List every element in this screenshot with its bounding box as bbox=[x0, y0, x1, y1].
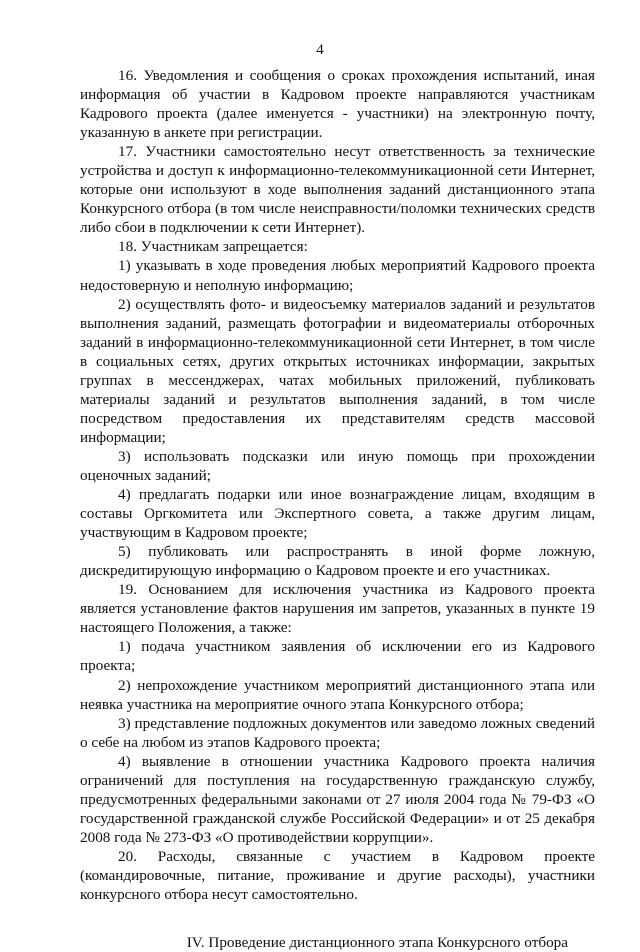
paragraph-18-item-4: 4) предлагать подарки или иное вознаграждение лицам, входящим в составы Оргкомитета или Экспертного совета, а также другим лицам, участвующим в Кадровом проекте; bbox=[80, 486, 595, 542]
paragraph-19-item-1: 1) подача участником заявления об исключении его из Кадрового проекта; bbox=[80, 638, 595, 675]
paragraph-17: 17. Участники самостоятельно несут ответственность за технические устройства и доступ к информационно-телекоммуникационной сети Интернет, которые они используют в ходе выполнения заданий дистанционного этапа Конкурсного отбора (в том числе неисправности/поломки технических средств либо сбои в подключении к сети Интернет). bbox=[80, 143, 595, 237]
paragraph-18-item-2: 2) осуществлять фото- и видеосъемку материалов заданий и результатов выполнения заданий, размещать фотографии и видеоматериалы отборочных заданий в информационно-телекоммуникационной сети Интернет, в том числе в социальных сетях, других открытых источниках информации, закрытых группах в мессенджерах, чатах мобильных приложений, публиковать материалы заданий и результатов выполнения заданий, в том числе посредством предоставления их представителям средств массовой информации; bbox=[80, 295, 595, 446]
document-body bbox=[80, 66, 595, 952]
paragraph-16: 16. Уведомления и сообщения о сроках прохождения испытаний, иная информация об участии в Кадровом проекте направляются участникам Кадрового проекта (далее именуется - участники) на электронную почту, указанную в анкете при регистрации. bbox=[80, 67, 595, 142]
paragraph-18: 18. Участникам запрещается: bbox=[118, 238, 308, 256]
paragraph-19: 19. Основанием для исключения участника из Кадрового проекта является установление фактов нарушения им запретов, указанных в пункте 19 настоящего Положения, а также: bbox=[80, 581, 595, 637]
paragraph-18-item-1: 1) указывать в ходе проведения любых мероприятий Кадрового проекта недостоверную и неполную информацию; bbox=[80, 257, 595, 294]
paragraph-18-item-3: 3) использовать подсказки или иную помощь при прохождении оценочных заданий; bbox=[80, 447, 595, 484]
section-heading: IV. Проведение дистанционного этапа Конкурсного отбора bbox=[186, 934, 568, 952]
page-number: 4 bbox=[316, 42, 324, 58]
paragraph-19-item-3: 3) представление подложных документов или заведомо ложных сведений о себе на любом из этапов Кадрового проекта; bbox=[80, 714, 595, 751]
paragraph-20: 20. Расходы, связанные с участием в Кадровом проекте (командировочные, питание, проживание и другие расходы), участники конкурсного отбора несут самостоятельно. bbox=[80, 847, 595, 904]
paragraph-18-item-5: 5) публиковать или распространять в иной форме ложную, дискредитирующую информацию о Кадровом проекте и его участниках. bbox=[80, 543, 595, 580]
paragraph-19-item-2: 2) непрохождение участником мероприятий дистанционного этапа или неявка участника на мероприятие очного этапа Конкурсного отбора; bbox=[80, 676, 595, 713]
paragraph-19-item-4: 4) выявление в отношении участника Кадрового проекта наличия ограничений для поступления на государственную гражданскую службу, предусмотренных федеральными законами от 27 июля 2004 года № 79-ФЗ «О государственной гражданской службе Российской Федерации» и от 25 декабря 2008 года № 273-ФЗ «О противодействии коррупции». bbox=[80, 752, 595, 846]
